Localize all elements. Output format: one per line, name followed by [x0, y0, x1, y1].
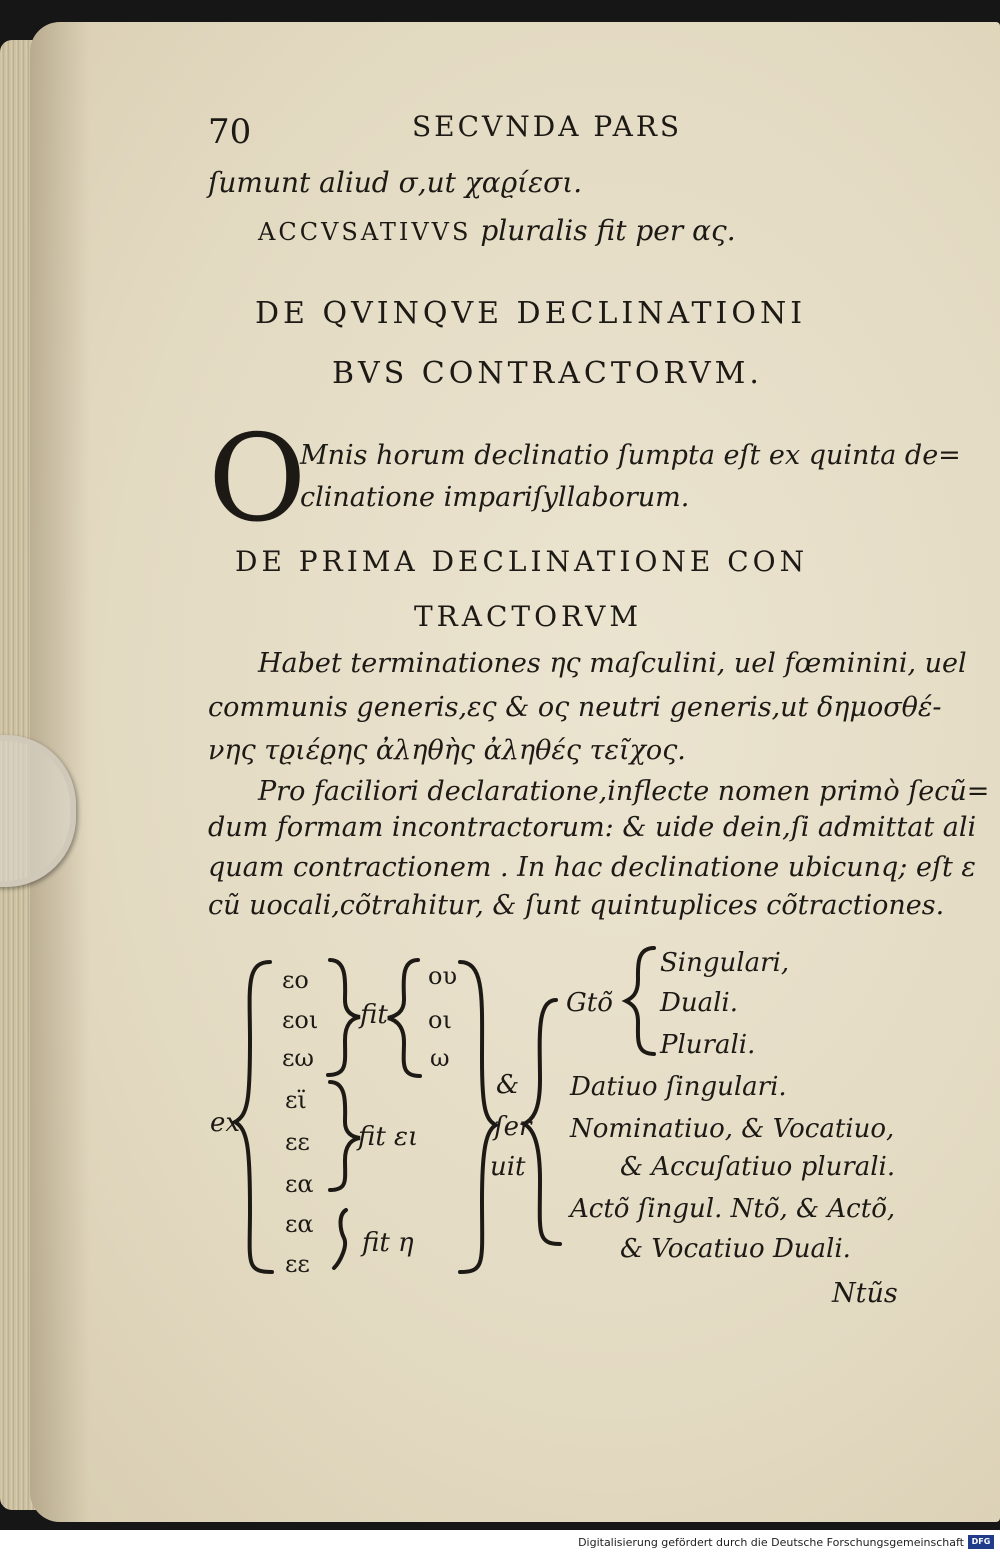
body-line: Habet terminationes ης maſculini, uel fœminini, uel: [258, 648, 967, 679]
body-line: cũ uocali,cõtrahitur, & ſunt quintuplices cõtractiones.: [208, 890, 945, 921]
vowel-pair: εα: [285, 1170, 314, 1198]
contraction-result: ω: [430, 1044, 450, 1072]
page-number: 70: [208, 112, 252, 152]
running-head: SECVNDA PARS: [412, 110, 683, 143]
gto-label: Gtõ: [566, 988, 613, 1018]
footer-bar: [0, 1530, 1000, 1556]
brace-gto: [626, 948, 654, 1054]
subsection-heading-line2: TRACTORVM: [414, 600, 643, 633]
case-line: Datiuo ſingulari.: [570, 1072, 787, 1102]
brace-fit3: [334, 1210, 346, 1268]
seruit-line1: ſer: [494, 1112, 532, 1142]
dfg-logo-icon: DFG: [968, 1535, 994, 1549]
number-label: Singulari,: [660, 948, 790, 978]
vowel-pair: εο: [282, 966, 309, 994]
number-label: Duali.: [660, 988, 738, 1018]
paragraph1-line1: Mnis horum declinatio ſumpta eſt ex quinta de=: [300, 440, 961, 471]
catchword: Ntũs: [832, 1278, 898, 1309]
fit-label-1: fit: [360, 1000, 388, 1030]
paragraph1-line2: clinatione impariſyllaborum.: [300, 482, 690, 513]
body-line: Pro faciliori declaratione,inflecte nomen primò ſecũ=: [258, 776, 990, 807]
fit-label-3: fit η: [362, 1228, 414, 1258]
subsection-heading-line1: DE PRIMA DECLINATIONE CON: [235, 545, 809, 578]
accusatiuus-caps: ACCVSATIVVS: [258, 218, 472, 246]
contraction-result: οι: [428, 1006, 452, 1034]
brace-fit1-right: [388, 960, 420, 1076]
vowel-pair: εε: [285, 1128, 310, 1156]
body-line: communis generis,ες & ος neutri generis,ut δημοσθέ-: [208, 692, 942, 723]
number-label: Plurali.: [660, 1030, 756, 1060]
table-ex: ex: [210, 1108, 241, 1138]
section-heading-line1: DE QVINQVE DECLINATIONI: [255, 296, 807, 331]
case-line: Actõ ſingul. Ntõ, & Actõ,: [570, 1194, 896, 1224]
text-line-sumunt: ſumunt aliud σ,ut χαϱίεσι.: [208, 166, 583, 199]
body-line: quam contractionem . In hac declinatione ubicunq; eſt ε: [208, 852, 976, 883]
case-line: Nominatiuo, & Vocatiuo,: [570, 1114, 895, 1144]
case-line: & Accuſatiuo plurali.: [620, 1152, 896, 1182]
brace-ex: [235, 962, 272, 1272]
et-symbol: &: [496, 1070, 520, 1100]
vowel-pair: εε: [285, 1250, 310, 1278]
vowel-pair: εα: [285, 1210, 314, 1238]
vowel-pair: εϊ: [285, 1086, 307, 1114]
accusatiuus-rest: pluralis fit per ας.: [480, 214, 736, 247]
brace-fit1-left: [328, 960, 360, 1075]
body-line: dum formam incontractorum: & uide dein,ſi admittat ali: [208, 812, 977, 843]
vowel-pair: εοι: [282, 1006, 319, 1034]
vowel-pair: εω: [282, 1044, 315, 1072]
body-line: νης τϱιέϱης ἀληθὴς ἀληθές τεῖχος.: [208, 735, 686, 766]
contraction-result: ου: [428, 962, 458, 990]
case-line: & Vocatiuo Duali.: [620, 1234, 851, 1264]
brace-right: [460, 962, 496, 1272]
drop-cap: O: [208, 410, 307, 549]
footer-credit: Digitalisierung gefördert durch die Deutsche Forschungsgemeinschaft: [578, 1536, 964, 1549]
seruit-line2: uit: [490, 1152, 526, 1182]
fit-label-2: fit ει: [358, 1122, 419, 1152]
brace-fit2: [330, 1082, 360, 1190]
section-heading-line2: BVS CONTRACTORVM.: [332, 356, 763, 391]
